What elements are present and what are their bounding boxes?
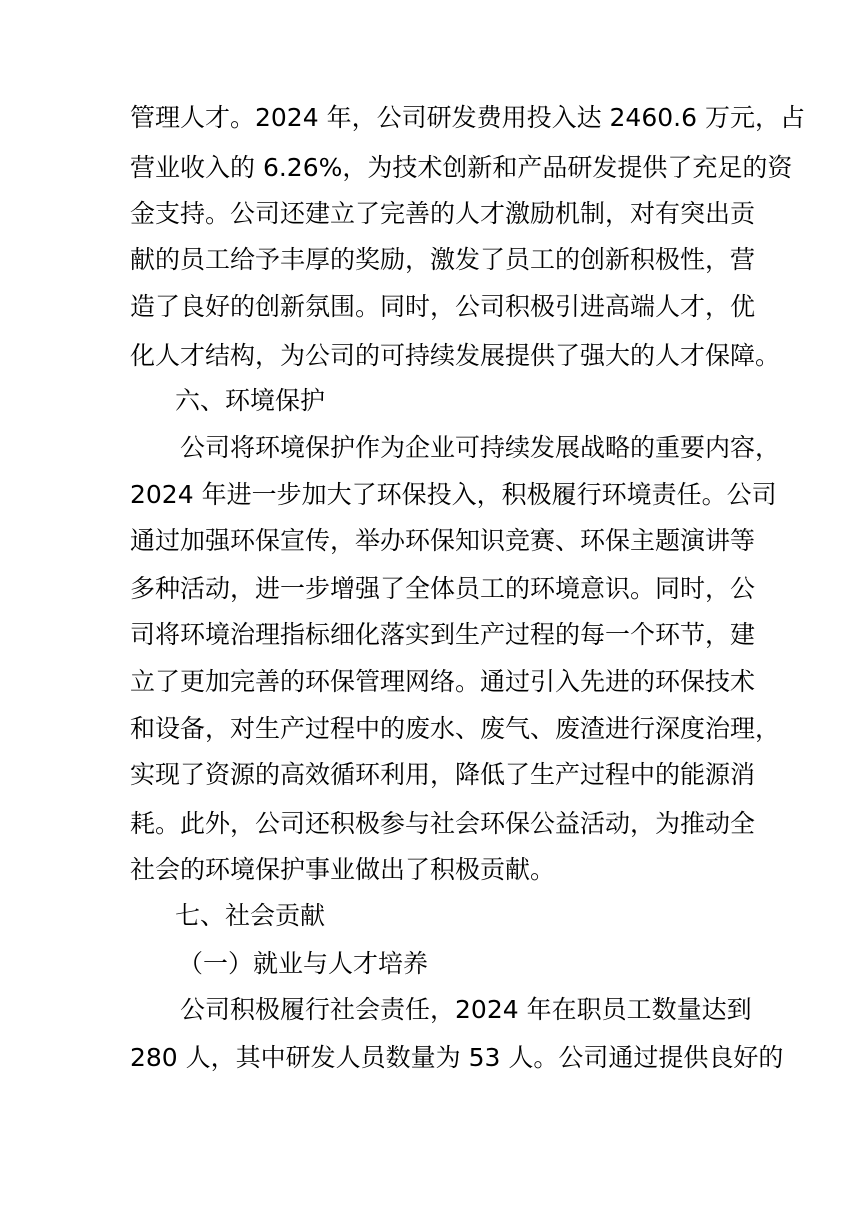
- paragraph-line: 通过加强环保宣传，举办环保知识竞赛、环保主题演讲等: [130, 526, 756, 555]
- paragraph-line: 公司将环境保护作为企业可持续发展战略的重要内容，: [180, 433, 781, 462]
- paragraph-line: 金支持。公司还建立了完善的人才激励机制，对有突出贡: [130, 199, 756, 228]
- subsection-heading-employment: （一）就业与人才培养: [178, 949, 429, 978]
- section-heading-social-contribution: 七、社会贡献: [175, 901, 326, 930]
- paragraph-line: 造了良好的创新氛围。同时，公司积极引进高端人才，优: [130, 292, 756, 321]
- paragraph-line: 献的员工给予丰厚的奖励，激发了员工的创新积极性，营: [130, 245, 756, 274]
- paragraph-line: 2024 年进一步加大了环保投入，积极履行环境责任。公司: [130, 480, 777, 509]
- paragraph-line: 280 人，其中研发人员数量为 53 人。公司通过提供良好的: [130, 1043, 784, 1072]
- section-heading-environment: 六、环境保护: [175, 386, 326, 415]
- paragraph-line: 立了更加完善的环保管理网络。通过引入先进的环保技术: [130, 667, 756, 696]
- paragraph-line: 耗。此外，公司还积极参与社会环保公益活动，为推动全: [130, 809, 756, 838]
- paragraph-line: 社会的环境保护事业做出了积极贡献。: [130, 855, 556, 884]
- paragraph-line: 和设备，对生产过程中的废水、废气、废渣进行深度治理，: [130, 714, 781, 743]
- paragraph-line: 管理人才。2024 年，公司研发费用投入达 2460.6 万元，占: [130, 103, 805, 132]
- paragraph-line: 多种活动，进一步增强了全体员工的环境意识。同时，公: [130, 574, 756, 603]
- paragraph-line: 公司积极履行社会责任，2024 年在职员工数量达到: [180, 995, 752, 1024]
- paragraph-line: 司将环境治理指标细化落实到生产过程的每一个环节，建: [130, 620, 756, 649]
- paragraph-line: 化人才结构，为公司的可持续发展提供了强大的人才保障。: [130, 341, 781, 370]
- paragraph-line: 实现了资源的高效循环利用，降低了生产过程中的能源消: [130, 760, 756, 789]
- paragraph-line: 营业收入的 6.26%，为技术创新和产品研发提供了充足的资: [130, 153, 793, 182]
